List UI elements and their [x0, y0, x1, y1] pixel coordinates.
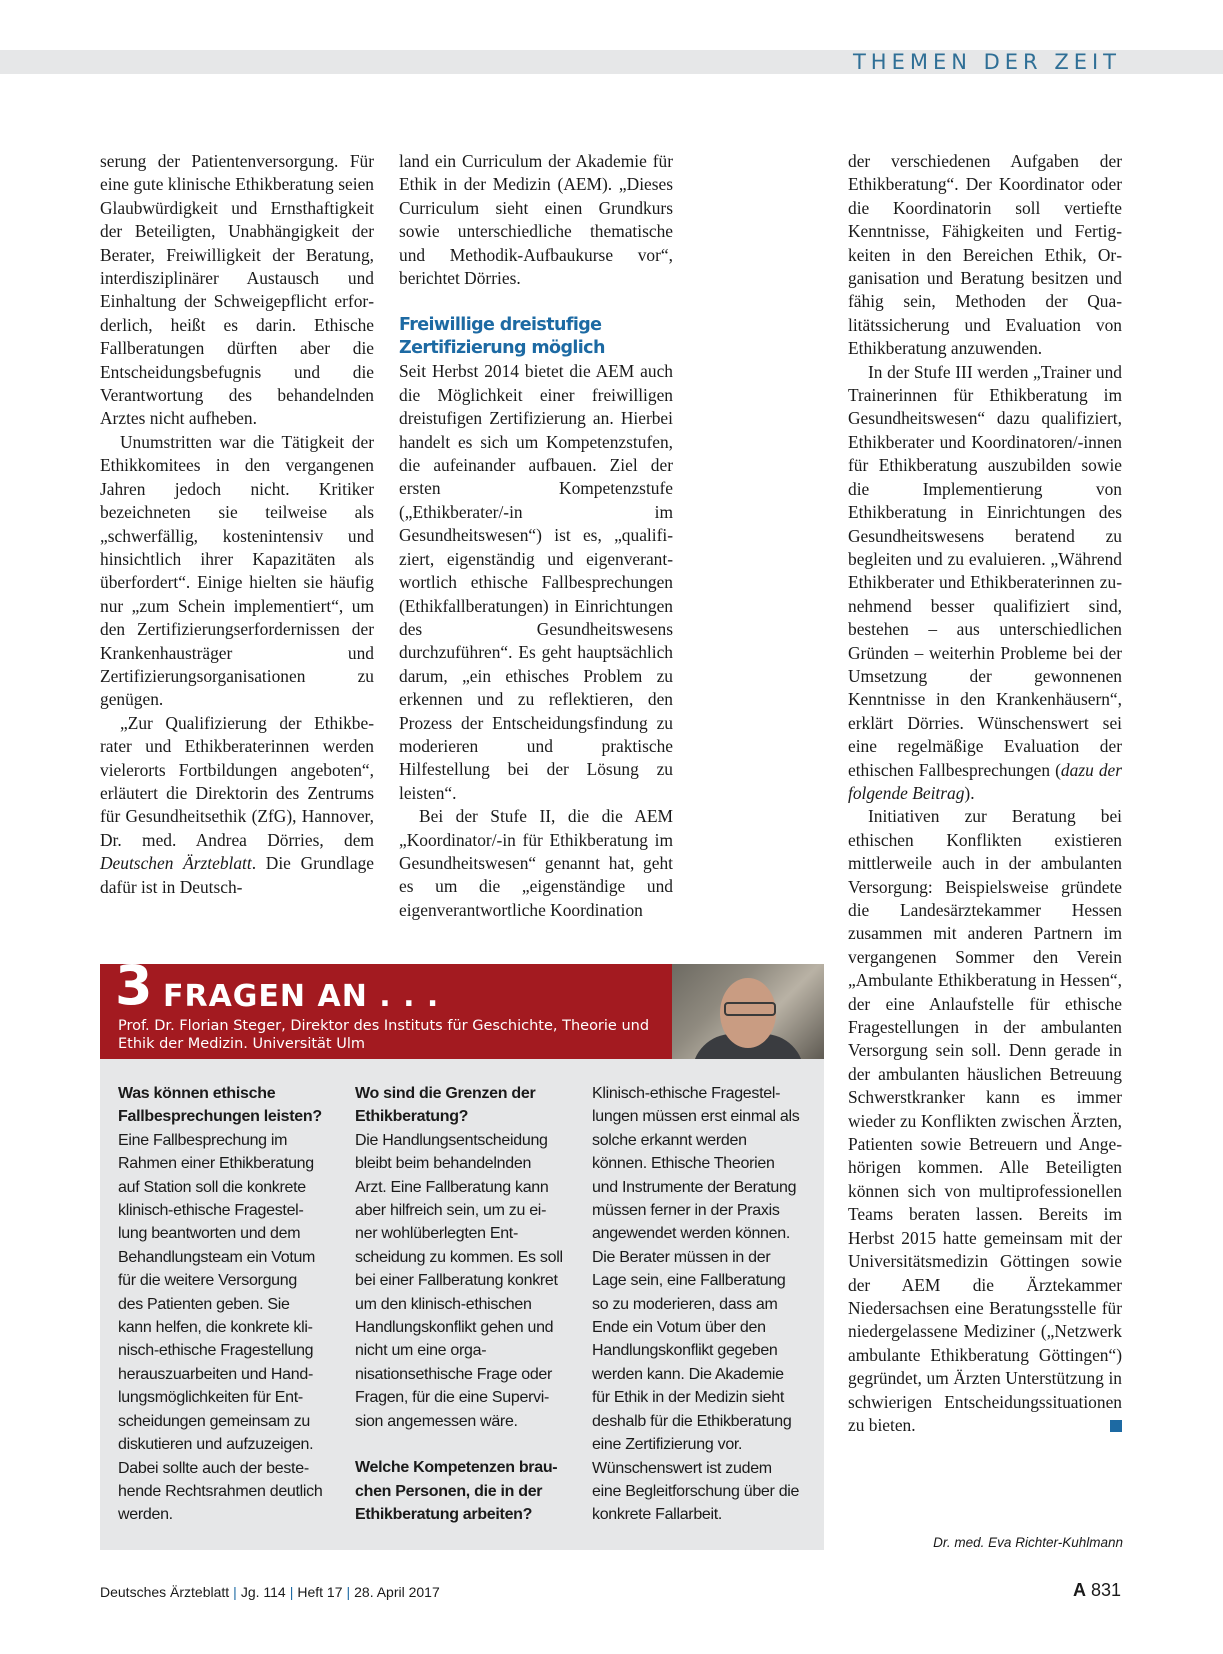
box-subtitle: Prof. Dr. Florian Steger, Direktor des Instituts für Geschichte, Theorie und Ethik der Medizin. Universität Ulm	[118, 1018, 650, 1052]
text-run: „Zur Qualifizierung der Ethikberater und Ethikberaterinnen werden vielerorts Fortbildungen angeboten“, erläutert die Direktorin des Zentrums für Gesundheitsethik (ZfG), Hannover, Dr. med. Andrea Dörries, dem	[100, 712, 374, 850]
paragraph	[848, 361, 1122, 806]
reference-italic: dazu der folgende Beitrag	[848, 759, 1123, 803]
paragraph	[100, 712, 374, 899]
separator: |	[346, 1584, 351, 1600]
paragraph	[848, 805, 1122, 1437]
paragraph: der verschiedenen Aufgaben der Ethikberatung“. Der Koordinator oder die Koordinatorin soll vertiefte Kenntnisse, Fähigkeiten und Fertigkeiten in den Bereichen Ethik, Organisation und Beratung besitzen und fähig sein, Methoden der Qualitätssicherung und Evaluation von Ethikberatung anzuwenden.	[848, 151, 1122, 359]
portrait-glasses	[724, 1002, 776, 1016]
page-number	[1073, 1580, 1121, 1601]
separator: |	[289, 1584, 294, 1600]
paragraph: Bei der Stufe II, die die AEM „Koordinator/-in für Ethikberatung im Gesundheitswesen“ genannt hat, geht es um die „eigenständige und eigenverantwortliche Koordination	[399, 806, 673, 920]
volume: Jg. 114	[240, 1584, 286, 1600]
interview-question: Welche Kompetenzen brauchen Personen, die in der Ethikberatung arbeiten?	[355, 1459, 558, 1523]
separator: |	[233, 1584, 237, 1600]
paragraph: land ein Curriculum der Akademie für Ethik in der Medizin (AEM). „Dieses Curriculum sieht einen Grundkurs sowie unterschiedliche thematische und Methodik-Aufbaukurse vor“, berichtet Dörries.	[399, 151, 673, 289]
journal-name-italic: Deutschen Ärzteblatt	[100, 853, 252, 874]
portrait-photo	[672, 964, 824, 1059]
interview-question: Was können ethische Fallbesprechungen leisten?	[118, 1085, 322, 1126]
interview-question: Wo sind die Grenzen der Ethikberatung?	[355, 1085, 536, 1126]
text-run: Initiativen zur Beratung bei ethischen Konflikten existieren mittlerweile auch in der ambulanten Versorgung: Beispielsweise gründete die Landesärztekammer Hessen zusammen mit anderen Partnern im vergangenen Sommer den Verein „Ambulante Ethikberatung in Hessen“, der eine Anlaufstelle für ethische Fragestellungen in der ambulanten Versorgung sein soll. Denn gerade in der ambulanten häuslichen Betreuung Schwerstkranker kann es immer wieder zu Konflikten zwischen Ärzten, Patienten sowie Betreuern und Angehörigen kommen. Alle Beteiligten können sich von multiprofessionellen Teams beraten lassen. Bereits im Herbst 2015 hatte gemeinsam mit der Universitätsmedizin Göttingen sowie der AEM die Ärztekammer Niedersachsen eine Beratungsstelle für niedergelassene Mediziner („Netzwerk ambulante Ethikberatung Göttingen“) gegründet, um Ärzten Unterstützung in schwierigen Entscheidungssituationen zu bieten.	[848, 806, 1122, 1435]
interview-answer: Eine Fallbesprechung im Rahmen einer Ethikberatung auf Station soll die konkrete klinisch-ethische Fragestellung beantworten und dem Behandlungsteam ein Votum für die weitere Versorgung des Patienten geben. Sie kann helfen, die konkrete klinisch-ethische Fragestellung herauszuarbeiten und Handlungsmöglichkeiten für Entscheidungen gemeinsam zu diskutieren und aufzuzeigen. Dabei sollte auch der bestehende Rechtsrahmen deutlich werden.	[118, 1131, 323, 1524]
interview-answer: Die Handlungsentscheidung bleibt beim behandelnden Arzt. Eine Fallberatung kann aber hilfreich sein, um zu einer wohlüberlegten Entscheidung zu kommen. Es soll bei einer Fallberatung konkret um den klinisch-ethischen Handlungskonflikt gehen und nicht um eine organisationsethische Frage oder Fragen, für die eine Supervision angemessen wäre.	[355, 1131, 563, 1430]
issue: Heft 17	[297, 1584, 343, 1600]
text-run: In der Stufe III werden „Trainer und Trainerinnen für Ethikberatung im Gesundheitswesen“ dazu qualifiziert, Ethikberater und Koordinatoren/-innen für Ethikberatung auszubilden sowie die Implementierung von Ethikberatung in Einrichtungen des Gesundheitswesens beratend zu begleiten und zu evaluieren. „Während Ethikberater und Ethikberaterinnen zunehmend besser qualifiziert sind, bestehen – aus unterschiedlichen Gründen – weiterhin Probleme bei der Umsetzung der gewonnenen Kenntnisse in den Krankenhäusern“, erklärt Dörries. Wünschenswert sei eine regelmäßige Evaluation der ethischen Fallbesprechungen (	[848, 361, 1122, 780]
interview-column-3	[592, 1082, 800, 1527]
text-run: ).	[964, 782, 975, 803]
paragraph: serung der Patientenversorgung. Für eine gute klinische Ethikberatung seien Glaubwürdigkeit und Ernsthaftigkeit der Beteiligten, Unabhängigkeit der Berater, Freiwilligkeit der Beratung, interdisziplinärer Austausch und Einhaltung der Schweigepflicht erforderlich, heißt es darin. Ethische Fallberatungen dürften aber die Entscheidungsbefugnis und die Verantwortung des behandelnden Arztes nicht aufheben.	[100, 151, 374, 429]
article-column-1	[100, 150, 374, 899]
paragraph: Unumstritten war die Tätigkeit der Ethikkomitees in den vergangenen Jahren jedoch nicht. Kritiker bezeichneten sie teilweise als „schwerfällig, kostenintensiv und hinsichtlich ihrer Kapazitäten als überfordert“. Einige hielten sie häufig nur „zum Schein implementiert“, um den Zertifizierungserfordernissen der Krankenhausträger und Zertifizierungsorganisationen zu genügen.	[100, 431, 374, 710]
box-number: 3	[115, 954, 153, 1017]
article-column-2	[399, 150, 673, 922]
page-prefix: A	[1072, 1580, 1086, 1600]
subheading-line: Zertifizierung möglich	[399, 338, 605, 359]
interview-answer: Klinisch-ethische Fragestellungen müssen erst einmal als solche erkannt werden können. Ethische Theorien und Instrumente der Beratung müssen ferner in der Praxis angewendet werden können. Die Berater müssen in der Lage sein, eine Fallberatung so zu moderieren, dass am Ende ein Votum über den Handlungskonflikt gegeben werden kann. Die Akademie für Ethik in der Medizin sieht deshalb für die Ethikberatung eine Zertifizierung vor. Wünschenswert ist zudem eine Begleitforschung über die konkrete Fallarbeit.	[592, 1085, 800, 1524]
text-run: . Die Grundlage dafür ist in Deutsch-	[100, 853, 375, 897]
subheading-line: Freiwillige dreistufige	[399, 315, 602, 336]
journal-name: Deutsches Ärzteblatt	[100, 1584, 230, 1600]
subheading	[399, 314, 673, 360]
end-of-article-mark	[1110, 1420, 1122, 1432]
box-title: FRAGEN AN . . .	[163, 979, 440, 1014]
interview-column-2	[355, 1082, 563, 1526]
section-label: THEMEN DER ZEIT	[852, 50, 1121, 74]
interview-column-1	[118, 1082, 326, 1527]
footer	[100, 1584, 440, 1600]
article-column-3	[848, 150, 1122, 1437]
author-byline: Dr. med. Eva Richter-Kuhlmann	[933, 1535, 1123, 1550]
page-number-value: 831	[1090, 1580, 1121, 1600]
paragraph: Seit Herbst 2014 bietet die AEM auch die Möglichkeit einer freiwilligen dreistufigen Zertifizierung an. Hierbei handelt es sich um Kompetenzstufen, die aufeinander aufbauen. Ziel der ersten Kompetenzstufe („Ethikberater/-in im Gesundheitswesen“) ist es, „qualifiziert, eigenständig und eigenverantwortlich ethische Fallbesprechungen (Ethikfallberatungen) in Einrichtungen des Gesundheitswesens durchzuführen“. Es geht hauptsächlich darum, „ein ethisches Problem zu erkennen und zu reflektieren, den Prozess der Entscheidungsfindung zu moderieren und praktische Hilfestellung bei der Lösung zu leisten“.	[399, 361, 673, 803]
issue-date: 28. April 2017	[354, 1584, 440, 1600]
